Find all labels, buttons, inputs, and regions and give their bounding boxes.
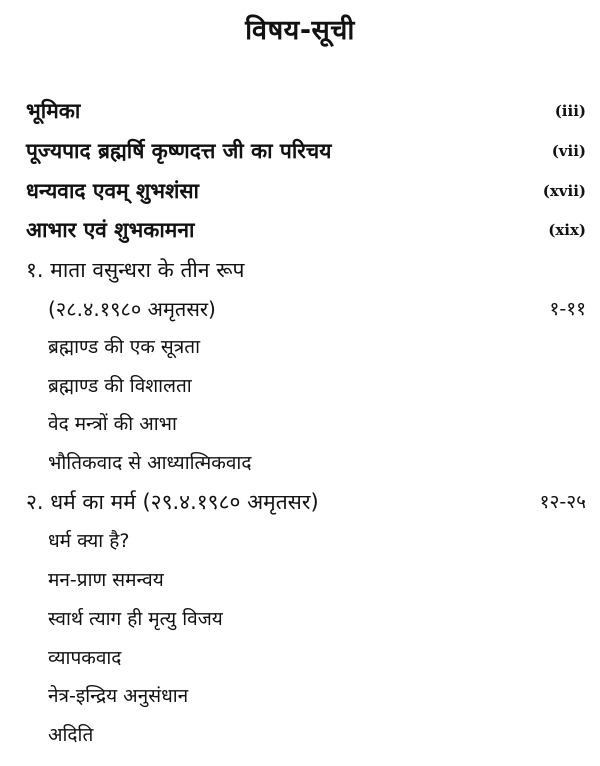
- toc-entry-label: आभार एवं शुभकामना: [26, 218, 195, 242]
- toc-entry-label: पूज्यपाद ब्रह्मर्षि कृष्णदत्त जी का परिचय: [26, 139, 332, 163]
- chapter-topic: [0, 563, 600, 597]
- topic-label: अदिति: [48, 724, 94, 746]
- chapter-1-heading: [0, 253, 600, 287]
- chapter-date: (२८.४.१९८० अमृतसर): [48, 297, 216, 321]
- toc-entry-label: भूमिका: [26, 99, 81, 123]
- page-title: विषय-सूची: [245, 15, 355, 46]
- chapter-topic: [0, 602, 600, 636]
- chapter-2-heading: [0, 485, 600, 519]
- chapter-topic: [0, 330, 600, 364]
- topic-label: ब्रह्माण्ड की एक सूत्रता: [48, 336, 200, 358]
- chapter-topic: [0, 407, 600, 441]
- toc-entry-page: (xvii): [542, 182, 586, 200]
- topic-label: नेत्र-इन्द्रिय अनुसंधान: [48, 685, 189, 707]
- chapter-1-date-row: [0, 292, 600, 326]
- topic-label: स्वार्थ त्याग ही मृत्यु विजय: [48, 608, 223, 630]
- chapter-topic: [0, 446, 600, 480]
- topic-label: व्यापकवाद: [48, 647, 122, 669]
- topic-label: धर्म क्या है?: [48, 530, 130, 552]
- chapter-topic: [0, 679, 600, 713]
- chapter-title: १. माता वसुन्धरा के तीन रूप: [26, 258, 245, 282]
- toc-entry-preface: [0, 94, 600, 128]
- chapter-pages: १२-२५: [539, 491, 586, 513]
- chapter-topic: [0, 369, 600, 403]
- toc-entry-thanks: [0, 174, 600, 208]
- chapter-title: २. धर्म का मर्म (२९.४.१९८० अमृतसर): [26, 490, 319, 514]
- chapter-topic: [0, 641, 600, 675]
- toc-entry-page: (vii): [551, 142, 586, 160]
- chapter-pages: १-११: [549, 298, 586, 320]
- toc-entry-label: धन्यवाद एवम् शुभशंसा: [26, 179, 199, 203]
- topic-label: मन-प्राण समन्वय: [48, 569, 164, 591]
- toc-entry-acknowledgement: [0, 213, 600, 247]
- toc-entry-page: (xix): [548, 221, 586, 239]
- chapter-topic: [0, 524, 600, 558]
- toc-entry-introduction: [0, 134, 600, 168]
- topic-label: वेद मन्त्रों की आभा: [48, 413, 177, 435]
- topic-label: भौतिकवाद से आध्यात्मिकवाद: [48, 452, 252, 474]
- toc-entry-page: (iii): [554, 102, 586, 120]
- topic-label: ब्रह्माण्ड की विशालता: [48, 375, 192, 397]
- chapter-topic: [0, 718, 600, 752]
